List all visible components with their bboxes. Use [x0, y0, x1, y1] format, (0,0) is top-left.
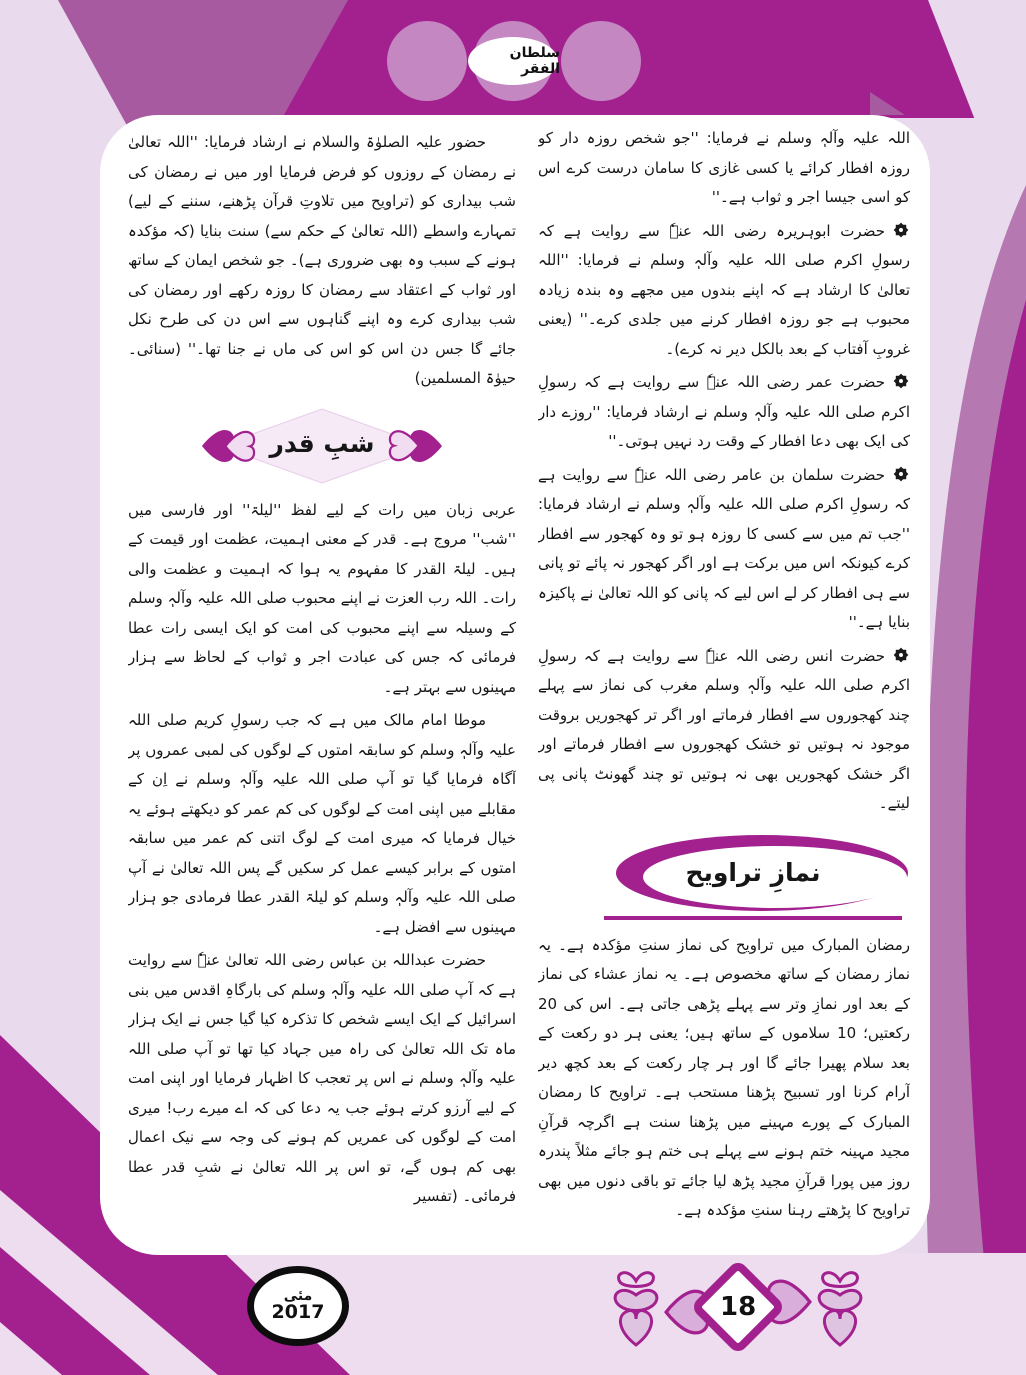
floral-knot-icon [608, 1265, 664, 1349]
paragraph: عربی زبان میں رات کے لیے لفظ ''لیلۃ'' اور فارسی میں ''شب'' مروج ہے۔ قدر کے معنی اہمیت، عظمت اور قیمت کے ہیں۔ لیلۃ القدر کا مفہوم یہ ہوا کہ اہمیت و عظمت والی رات۔ اللہ رب العزت نے اپنے محبوب صلی اللہ علیہ وآلہٖ وسلم کے وسیلہ سے اپنے محبوب کی امت کو ایک ایسی رات عطا فرمائی کہ جس کی عبادت اجر و ثواب کے لحاظ سے ہزار مہینوں سے بہتر ہے۔ [128, 500, 516, 696]
hadith-item [538, 642, 910, 819]
rosette-bullet-icon [892, 221, 910, 239]
section-heading-label: نمازِ تراویح [685, 857, 821, 887]
section-heading-label: شبِ قدر [269, 428, 375, 458]
page-number-badge [690, 1259, 786, 1355]
hadith-item [538, 217, 910, 365]
issue-year: 2017 [271, 1301, 325, 1324]
floral-knot-icon [812, 1265, 868, 1349]
rosette-bullet-icon [892, 465, 910, 483]
magazine-logo: سلطان الفقر [509, 45, 560, 77]
rosette-bullet-icon [892, 646, 910, 664]
section-heading-namaz-e-taraweeh [616, 835, 908, 911]
hadith-item [538, 368, 910, 457]
page-number: 18 [719, 1292, 757, 1322]
header-circle [387, 21, 467, 101]
issue-date-badge [247, 1266, 349, 1346]
hadith-text: حضرت ابوہریرہ رضی اللہ عنہٗ سے روایت ہے کہ رسولِ اکرم صلی اللہ علیہ وآلہٖ وسلم نے فرمایا: ''اللہ تعالیٰ کا ارشاد ہے کہ اپنے بندوں میں مجھے وہ بندہ زیادہ محبوب ہے جو روزہ افطار کرنے میں جلدی کرے۔'' (یعنی غروبِ آفتاب کے بعد بالکل دیر نہ کرے)۔ [538, 221, 910, 358]
heading-underline [604, 916, 902, 920]
paragraph: موطا امام مالک میں ہے کہ جب رسولِ کریم صلی اللہ علیہ وآلہٖ وسلم کو سابقہ امتوں کے لوگوں کی لمبی عمروں پر آگاہ فرمایا گیا تو آپ صلی اللہ علیہ وآلہٖ وسلم نے اِن کے مقابلے میں اپنی امت کے لوگوں کی کم عمر کو دیکھتے ہوئے یہ خیال فرمایا کہ میری امت کے لوگ اتنی کم عمر میں سابقہ امتوں کے برابر کیسے عمل کر سکیں گے پس اللہ تعالیٰ نے آپ صلی اللہ علیہ وآلہٖ وسلم کو لیلۃ القدر عطا فرمادی جو ہزار مہینوں سے افضل ہے۔ [128, 711, 516, 936]
page-number-ornament [594, 1260, 882, 1354]
hadith-item [538, 461, 910, 638]
column-left [128, 128, 516, 1246]
hadith-text: حضرت عمر رضی اللہ عنہٗ سے روایت ہے کہ رسولِ اکرم صلی اللہ علیہ وآلہٖ وسلم نے ارشاد فرمایا: ''روزے دار کی ایک بھی دعا افطار کے وقت رد نہیں ہوتی۔'' [538, 373, 910, 450]
paragraph: حضرت عبداللہ بن عباس رضی اللہ تعالیٰ عنہٗ سے روایت ہے کہ آپ صلی اللہ علیہ وآلہٖ وسلم کی بارگاہِ اقدس میں بنی اسرائیل کے ایک ایسے شخص کا تذکرہ کیا گیا جس نے ایک ہزار ماہ تک اللہ تعالیٰ کی راہ میں جہاد کیا تھا تو آپ صلی اللہ علیہ وآلہٖ وسلم نے اس پر تعجب کا اظہار فرمایا اور اپنی امت کے لیے آرزو کرتے ہوئے جب یہ دعا کی کہ اے میرے رب! میری امت کے لوگوں کی عمریں کم ہونے کی وجہ سے نیک اعمال بھی کم ہوں گے، تو اس پر اللہ تعالیٰ نے شبِ قدر عطا فرمائی۔ (تفسیر [128, 951, 516, 1205]
hadith-text: حضرت انس رضی اللہ عنہٗ سے روایت ہے کہ رسولِ اکرم صلی اللہ علیہ وآلہٖ وسلم مغرب کی نماز سے پہلے چند کھجوروں سے افطار فرماتے اور اگر تر کھجوریں بروقت موجود نہ ہوتیں تو خشک کھجوروں سے افطار فرماتے اور اگر خشک کھجوریں بھی نہ ہوتیں تو چند گھونٹ پانی پی لیتے۔ [538, 646, 910, 812]
paragraph: رمضان المبارک میں تراویح کی نماز سنتِ مؤکدہ ہے۔ یہ نماز رمضان کے ساتھ مخصوص ہے۔ یہ نماز عشاء کی نماز کے بعد اور نمازِ وتر سے پہلے پڑھی جاتی ہے۔ اس کی 20 رکعتیں؛ 10 سلاموں کے ساتھ ہیں؛ یعنی ہر دو رکعت کے بعد سلام پھیرا جائے گا اور ہر چار رکعت کے بعد کچھ دیر آرام کرنا اور تسبیح پڑھنا مستحب ہے۔ تراویح کا رمضان المبارک کے پورے مہینے میں پڑھنا سنت ہے اگرچہ قرآنِ مجید مہینہ ختم ہونے سے پہلے ہی ختم ہو جائے مثلاً پندرہ روز میں پورا قرآنِ مجید پڑھ لیا جائے تو باقی دنوں میں بھی تراویح کا پڑھتے رہنا سنتِ مؤکدہ ہے۔ [538, 935, 910, 1219]
column-right [538, 124, 910, 1248]
section-heading-shab-e-qadr [191, 406, 453, 486]
hadith-text: حضرت سلمان بن عامر رضی اللہ عنہٗ سے روایت ہے کہ رسولِ اکرم صلی اللہ علیہ وآلہٖ وسلم نے ارشاد فرمایا: ''جب تم میں سے کسی کا روزہ ہو تو وہ کھجور سے افطار کرے کیونکہ اس میں برکت ہے اور اگر کھجور نہ پائے تو پانی سے ہی افطار کر لے اس لیے کہ پانی کو اللہ تعالیٰ نے پاکیزہ بنایا ہے۔'' [538, 465, 910, 631]
issue-month: مئی [283, 1287, 313, 1304]
paragraph: حضور علیہ الصلوٰۃ والسلام نے ارشاد فرمایا: ''اللہ تعالیٰ نے رمضان کے روزوں کو فرض فرمایا اور میں نے رمضان کی شب بیداری کو (تراویح میں تلاوتِ قرآن پڑھنے، سننے کے لیے) تمہارے واسطے (اللہ تعالیٰ کے حکم سے) سنت بنایا (کہ مؤکدہ ہونے کے سبب وہ بھی ضروری ہے)۔ جو شخص ایمان کے ساتھ اور ثواب کے اعتقاد سے رمضان کا روزہ رکھے اور رمضان کی شب بیداری کرے وہ اپنے گناہوں سے اس دن کی طرح نکل جائے گا جس دن اس کو اس کی ماں نے جنا تھا۔'' (سنائی۔حیوٰۃ المسلمین) [128, 133, 516, 387]
rosette-bullet-icon [892, 372, 910, 390]
paragraph: اللہ علیہ وآلہٖ وسلم نے فرمایا: ''جو شخص روزہ دار کو روزہ افطار کرائے یا کسی غازی کا سامان درست کرے اس کو اسی جیسا اجر و ثواب ہے۔'' [538, 129, 910, 206]
header-circle [561, 21, 641, 101]
